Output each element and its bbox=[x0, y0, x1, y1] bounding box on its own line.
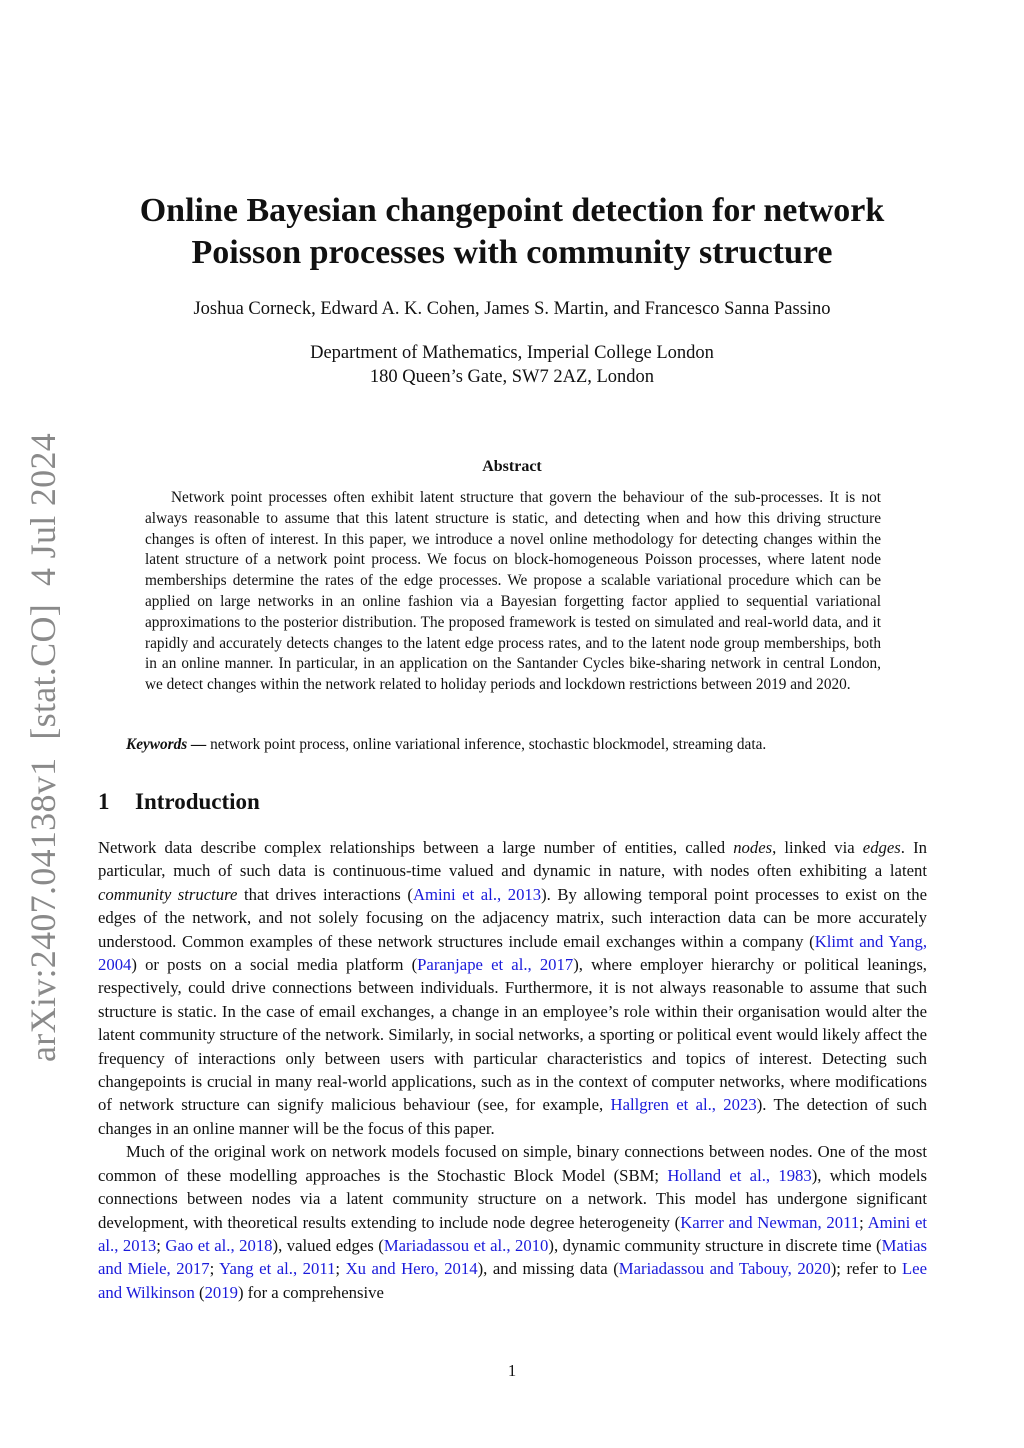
paragraph-2 bbox=[98, 1140, 927, 1304]
citation-link[interactable]: Hallgren et al., 2023 bbox=[610, 1095, 757, 1115]
text-run: ), dynamic community structure in discrete time ( bbox=[548, 1235, 882, 1255]
text-run: ) for a comprehensive bbox=[237, 1282, 384, 1302]
citation-link[interactable]: Matias and Miele, 2017 bbox=[98, 1235, 928, 1279]
citation-link[interactable]: Paranjape et al., 2017 bbox=[417, 955, 574, 975]
text-run: ). The detection of such changes in an online manner will be the focus of this paper. bbox=[98, 1095, 928, 1138]
abstract-text: Network point processes often exhibit latent structure that govern the behaviour of the sub-processes. It is not always reasonable to assume that this latent structure is static, and detecting when and how this driving structure changes is often of interest. In this paper, we introduce a novel online methodology for detecting changes within the latent structure of a network point process. We focus on block-homogeneous Poisson processes, where latent node memberships determine the rates of the edge processes. We propose a scalable variational procedure which can be applied on large networks in an online fashion via a Bayesian forgetting factor applied to sequential variational approximations to the posterior distribution. The proposed framework is tested on simulated and real-world data, and it rapidly and accurately detects changes to the latent edge process rates, and to the latent node group memberships, both in an online manner. In particular, in an application on the Santander Cycles bike-sharing network in central London, we detect changes within the network related to holiday periods and lockdown restrictions between 2019 and 2020. bbox=[145, 489, 881, 694]
arxiv-id: arXiv:2407.04138v1 bbox=[23, 757, 63, 1062]
text-run: ). By allowing temporal point processes to exist on the edges of the network, and not solely focusing on the adjacency matrix, such interaction data can be more accurately understood. Common examples of these network structures include email exchanges within a company ( bbox=[98, 884, 927, 951]
title-line-2: Poisson processes with community structure bbox=[191, 234, 833, 271]
abstract-heading: Abstract bbox=[482, 458, 542, 475]
introduction-body bbox=[98, 836, 927, 1304]
text-run: ; bbox=[335, 1259, 346, 1279]
text-run: ; bbox=[859, 1212, 868, 1232]
text-run: ; bbox=[156, 1235, 166, 1255]
emphasis-community-structure: community structure bbox=[98, 884, 238, 904]
citation-link[interactable]: Klimt and Yang, 2004 bbox=[98, 931, 927, 975]
text-run: Network data describe complex relationships between a large number of entities, called bbox=[98, 838, 734, 857]
citation-link[interactable]: Gao et al., 2018 bbox=[165, 1235, 273, 1255]
keywords-label: Keywords — bbox=[126, 736, 207, 753]
paper-title bbox=[80, 190, 944, 274]
section-heading-introduction bbox=[98, 787, 260, 817]
text-run: , linked via bbox=[772, 838, 863, 857]
text-run: ), which models connections between nodes via a latent community structure on a network. This model has undergone significant development, with theoretical results extending to include node degree heterogeneity ( bbox=[98, 1165, 928, 1232]
citation-link[interactable]: Karrer and Newman, 2011 bbox=[680, 1212, 860, 1232]
text-run: ) or posts on a social media platform ( bbox=[131, 955, 418, 975]
affiliation-line-1: Department of Mathematics, Imperial College London bbox=[310, 343, 714, 363]
citation-link[interactable]: Xu and Hero, 2014 bbox=[345, 1259, 478, 1279]
citation-link[interactable]: Lee and Wilkinson bbox=[98, 1259, 927, 1302]
citation-link[interactable]: Amini et al., 2013 bbox=[98, 1212, 927, 1255]
text-run: ( bbox=[194, 1282, 205, 1302]
emphasis-edges: edges bbox=[862, 838, 901, 857]
keywords-text: network point process, online variational inference, stochastic blockmodel, streaming data. bbox=[210, 736, 767, 753]
citation-link[interactable]: Yang et al., 2011 bbox=[219, 1259, 336, 1279]
affiliation-line-2: 180 Queen’s Gate, SW7 2AZ, London bbox=[369, 367, 655, 387]
text-run: ), and missing data ( bbox=[477, 1259, 619, 1279]
paragraph-1 bbox=[98, 836, 927, 1140]
section-title: Introduction bbox=[135, 789, 260, 814]
citation-link[interactable]: Amini et al., 2013 bbox=[412, 884, 542, 904]
citation-link[interactable]: Mariadassou et al., 2010 bbox=[383, 1235, 549, 1255]
text-run: ); refer to bbox=[830, 1259, 902, 1279]
citation-link[interactable]: 2019 bbox=[204, 1282, 238, 1302]
emphasis-nodes: nodes bbox=[733, 838, 773, 857]
citation-link[interactable]: Mariadassou and Tabouy, 2020 bbox=[618, 1259, 831, 1279]
affiliation bbox=[100, 341, 924, 389]
text-run: ), where employer hierarchy or political leanings, respectively, could drive connections between individuals. Furthermore, it is not always reasonable to assume that such structure is static. In the case of email exchanges, a change in an employee’s role within their organisation would alter the latent community structure of the network. Similarly, in social networks, a sporting or political event would likely affect the frequency of interactions only between users with particular characteristics and topics of interest. Detecting such changepoints is crucial in many real-world applications, such as in the context of computer networks, where modifications of network structure can signify malicious behaviour (see, for example, bbox=[98, 955, 927, 1115]
text-run: Much of the original work on network models focused on simple, binary connections between nodes. One of the most common of these modelling approaches is the Stochastic Block Model (SBM; bbox=[98, 1142, 927, 1185]
text-run: ), valued edges ( bbox=[272, 1235, 384, 1255]
arxiv-identifier-stamp bbox=[22, 432, 64, 1062]
arxiv-category: [stat.CO] bbox=[23, 603, 63, 740]
page-number: 1 bbox=[507, 1361, 517, 1380]
author-list: Joshua Corneck, Edward A. K. Cohen, James S. Martin, and Francesco Sanna Passino bbox=[193, 299, 831, 319]
text-run: ; bbox=[209, 1259, 220, 1279]
section-number: 1 bbox=[98, 789, 110, 814]
text-run: that drives interactions ( bbox=[237, 884, 413, 904]
text-run: . In particular, much of such data is continuous-time valued and dynamic in nature, with nodes often exhibiting a latent bbox=[98, 838, 927, 881]
citation-link[interactable]: Holland et al., 1983 bbox=[667, 1165, 812, 1185]
arxiv-date: 4 Jul 2024 bbox=[23, 432, 63, 586]
keywords bbox=[126, 734, 886, 755]
title-line-1: Online Bayesian changepoint detection for network bbox=[139, 192, 885, 229]
